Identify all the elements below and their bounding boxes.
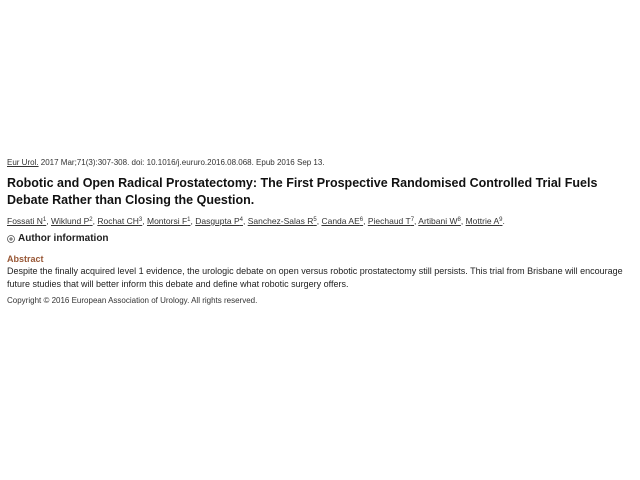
citation-details: 2017 Mar;71(3):307-308. doi: 10.1016/j.eururo.2016.08.068. Epub 2016 Sep 13. bbox=[38, 158, 325, 167]
author-separator: , bbox=[460, 216, 466, 226]
author-link[interactable] bbox=[418, 216, 461, 226]
author-separator: , bbox=[142, 216, 147, 226]
author-name: Rochat CH bbox=[97, 216, 139, 226]
abstract-text: Despite the finally acquired level 1 evidence, the urologic debate on open versus robotic prostatectomy still persists. This trial from Brisbane will encourage future studies that will better inform this debate and define what robotic surgery offers. bbox=[7, 266, 623, 289]
author-affiliation-number: 2 bbox=[89, 217, 93, 223]
author-separator: , bbox=[190, 216, 196, 226]
author-name: Canda AE bbox=[321, 216, 360, 226]
author-affiliation-number: 4 bbox=[239, 217, 243, 223]
author-link[interactable] bbox=[97, 216, 142, 226]
copyright-notice: Copyright © 2016 European Association of Urology. All rights reserved. bbox=[7, 296, 258, 305]
author-link[interactable] bbox=[466, 216, 503, 226]
author-name: Montorsi F bbox=[146, 216, 188, 226]
author-link[interactable] bbox=[51, 216, 93, 226]
author-separator: , bbox=[414, 216, 419, 226]
author-affiliation-number: 1 bbox=[187, 217, 191, 223]
author-affiliation-number: 5 bbox=[313, 217, 317, 223]
author-separator: , bbox=[46, 216, 51, 226]
plus-circle-icon bbox=[7, 235, 15, 243]
author-link[interactable] bbox=[368, 216, 414, 226]
author-name: Mottrie A bbox=[465, 216, 500, 226]
author-name: Dasgupta P bbox=[195, 216, 240, 226]
abstract-heading: Abstract bbox=[7, 254, 44, 264]
citation-block bbox=[7, 157, 633, 306]
author-separator: , bbox=[242, 216, 248, 226]
author-link[interactable] bbox=[7, 216, 46, 226]
author-affiliation-number: 3 bbox=[138, 217, 143, 223]
author-list bbox=[7, 215, 633, 227]
author-name: Wiklund P bbox=[50, 216, 90, 226]
author-separator: . bbox=[502, 216, 505, 226]
author-link[interactable] bbox=[248, 216, 317, 226]
author-affiliation-number: 7 bbox=[410, 217, 415, 223]
author-separator: , bbox=[316, 216, 322, 226]
author-affiliation-number: 6 bbox=[359, 217, 364, 223]
author-separator: , bbox=[363, 216, 368, 226]
article-title: Robotic and Open Radical Prostatectomy: The First Prospective Randomised Controlled Trial Fuels Debate Rather than Closing the Question. bbox=[7, 176, 598, 207]
citation-line bbox=[7, 157, 633, 169]
author-name: Artibani W bbox=[418, 216, 458, 226]
author-name: Piechaud T bbox=[367, 216, 411, 226]
author-link[interactable] bbox=[195, 216, 243, 226]
author-separator: , bbox=[92, 216, 98, 226]
author-link[interactable] bbox=[321, 216, 363, 226]
journal-link[interactable]: Eur Urol. bbox=[7, 158, 39, 167]
author-affiliation-number: 1 bbox=[42, 217, 47, 223]
author-name: Fossati N bbox=[7, 216, 43, 226]
author-information-label: Author information bbox=[18, 233, 109, 244]
author-affiliation-number: 9 bbox=[499, 217, 503, 223]
author-name: Sanchez-Salas R bbox=[247, 216, 314, 226]
author-affiliation-number: 8 bbox=[457, 217, 461, 223]
author-information-toggle[interactable] bbox=[7, 233, 633, 244]
author-link[interactable] bbox=[147, 216, 191, 226]
